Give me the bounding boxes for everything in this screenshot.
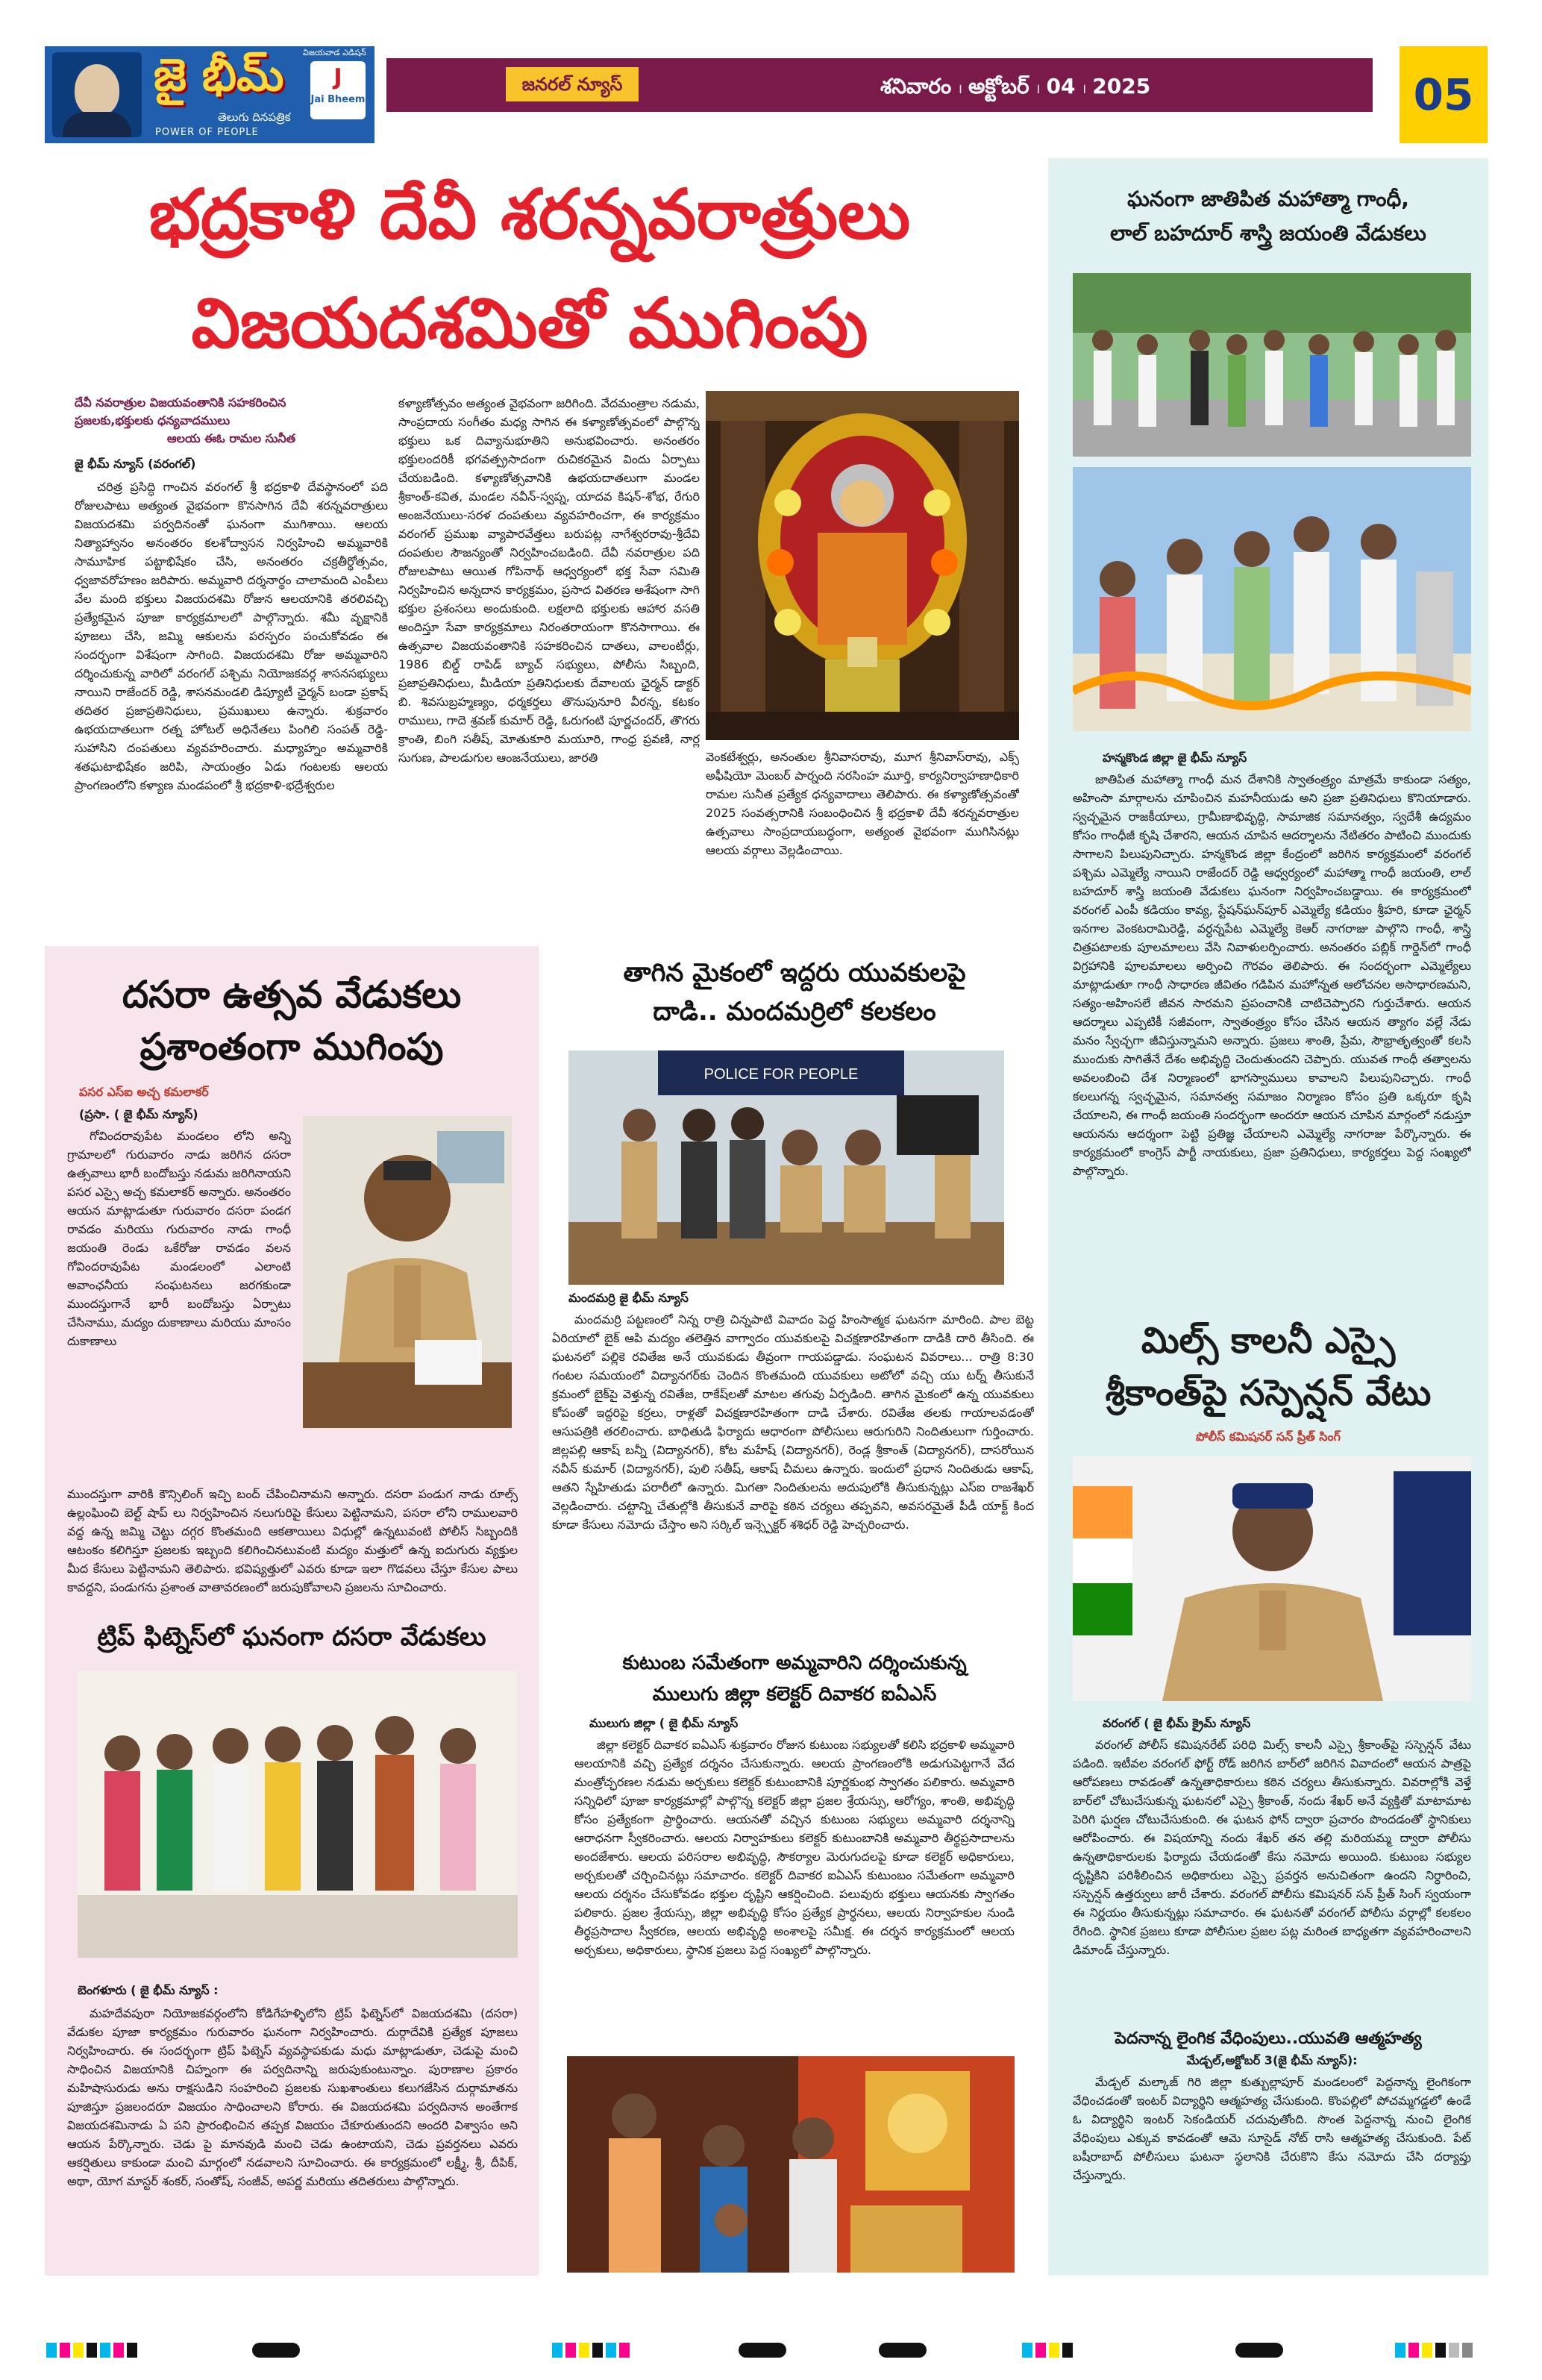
trip-headline: ట్రిప్ ఫిట్నెస్‌లో ఘనంగా దసరా వేడుకలు	[97, 1622, 486, 1652]
attack-byline: మందమర్రి జై భీమ్ న్యూస్	[568, 1291, 689, 1305]
suspension-headline: మిల్స్ కాలనీ ఎస్సై శ్రీకాంత్‌పై సస్పెన్షన్ వేటు	[1105, 1320, 1432, 1414]
dasara-text-beside-photo: గోవిందరావుపేట మండలం లోని అన్ని గ్రామాలలో గురువారం నాడు జరిగిన దసరా ఉత్సవాలు భారీ బందోబస్తు నడుమ జరిగినాయని పసర ఎస్సై అచ్చ కమలాకర్ అన్నారు. అనంతరం ఆయన మాట్లాడుతూ గురువారం దసరా పండగ రావడం మరియు గురువారం నాడు గాంధీ జయంతి రెండు ఒకేరోజు రావడం వలన గోవిందరావుపేట మండలంలో ఎలాంటి అవాంఛనీయ సంఘటనలు జరగకుండా ముందస్తుగానే భారీ బందోబస్తు ఏర్పాటు చేసినాము, మద్యం దుకాణాలు మరియు మాంసం దుకాణాలు	[67, 1129, 291, 1348]
gandhi-text: జాతిపిత మహాత్మా గాంధీ మన దేశానికి స్వాతంత్ర్యం మాత్రమే కాకుండా సత్యం, అహింసా మార్గాలను చూపించిన మహనీయుడు అని ప్రజా ప్రతినిధులు కొనియాడారు. స్వచ్ఛమైన రాజకీయాలు, గ్రామీణాభివృద్ధి, సామాజిక సమానత్వం, స్వదేశీ ఉద్యమం కోసం గాంధీజీ కృషి చేశారని, ఆయన చూపిన ఆదర్శాలను నేటితరం పాటించి ముందుకు సాగాలని పిలుపునిచ్చారు. హన్మకొండ జిల్లా కేంద్రంలో జరిగిన కార్యక్రమంలో వరంగల్ పశ్చిమ ఎమ్మెల్యే నాయిని రాజేందర్ రెడ్డి ఆధ్వర్యంలో మహాత్మా గాంధీ జయంతి, లాల్ బహదూర్ శాస్త్రి జయంతి వేడుకలు ఘనంగా నిర్వహించబడ్డాయి. ఈ కార్యక్రమంలో వరంగల్ ఎంపీ కడియం కావ్య, స్టేషన్‌ఘన్‌పూర్ ఎమ్మెల్యే కడియం శ్రీహరి, కూడా ఛైర్మన్ ఇనగాల వెంకటరామిరెడ్డి, వర్ధన్నపేట ఎమ్మెల్యే కెఆర్ నాగరాజు పాల్గొని గాంధీ, శాస్త్రి చిత్రపటాలకు పూలమాలలు వేసి నివాళులర్పించారు. అనంతరం పబ్లిక్ గార్డెన్‌లో గాంధీ విగ్రహానికి పూలమాలలు అర్పించి గౌరవం తెలిపారు. ఈ సందర్భంగా ఎమ్మెల్యేలు మాట్లాడుతూ గాంధీ సాధారణ జీవితం గడిపిన మహోన్నత ఆలోచనల అసాధారణమని, సత్యం-అహింసలే జీవన సారమని ప్రపంచానికి చాటిచెప్పారని గుర్తుచేశారు. ఆయన ఆదర్శాలు ఎప్పటికీ సజీవంగా, స్వాతంత్ర్యం కోసం చేసిన ఆయన త్యాగం వల్లే నేడు మనం స్వేచ్ఛగా జీవిస్తున్నామని అన్నారు. ప్రజలు శాంతి, ప్రేమ, సౌభ్రాతృత్వంతో కలసి ముందుకు సాగితేనే దేశం అభివృద్ధి చెందుతుందని చెప్పారు. యువత గాంధీ తత్వాలను అవలంబించి దేశ నిర్మాణంలో భాగస్వాములు కావాలని పిలుపునిచ్చారు. గాంధీ కలలుగన్న స్వచ్ఛమైన, సమానత్వ సమాజం నిర్మాణం కోసం ప్రతి ఒక్కరూ కృషి చేయాలని, ఈ గాంధీ జయంతి సందర్భంగా అందరూ ఆయన చూపిన మార్గంలో నడుస్తూ ఆయనను ఆదర్శంగా పెట్టి ప్రతిజ్ఞ చేయాలని ఎమ్మెల్యే నాగరాజు పేర్కొన్నారు. ఈ కార్యక్రమంలో కాంగ్రెస్ పార్టీ నాయకులు, ప్రజా ప్రతినిధులు, కార్యకర్తలు పెద్ద సంఖ్యలో పాల్గొన్నారు.	[1073, 772, 1471, 1178]
dasara-headline: దసరా ఉత్సవ వేడుకలు ప్రశాంతంగా ముగింపు	[122, 973, 462, 1068]
police-press-photo	[568, 1050, 1004, 1285]
trip-group-photo	[78, 1671, 518, 1958]
suicide-text: మేడ్చల్ మల్కాజ్ గిరి జిల్లా కుత్బుల్లాపూర్ మండలంలో పెద్దనాన్న లైంగికంగా వేధించడంతో ఇంటర్ విద్యార్థిని ఆత్మహత్య చేసుకుంది. కొంపల్లిలో పోచమ్మగడ్డలో ఉండే ఓ విద్యార్థిని ఇంటర్ సెకండియర్ చదువుతోంది. సొంత పెద్దనాన్న నుంచి లైంగిక వేధింపులు ఎక్కువ కావడంతో ఆమె సూసైడ్ నోట్ రాసి ఆత్మహత్య చేసుకుంది. పేట్ బషీరాబాద్ పోలీసులు ఘటనా స్థలానికి చేరుకొని కేసు నమోదు చేసి దర్యాప్తు చేస్తున్నారు.	[1073, 2075, 1471, 2182]
commissioner-photo	[1073, 1456, 1471, 1701]
suspension-text: వరంగల్ పోలీస్ కమిషనరేట్ పరిధి మిల్స్ కాలనీ ఎస్సై శ్రీకాంత్‌పై సస్పెన్షన్ వేటు పడింది. ఇటీవల వరంగల్ ఫోర్ట్ రోడ్ జరిగిన బార్‌లో జరిగిన వివాదంలో ఆయన పాత్రపై ఆరోపణలు రావడంతో ఉన్నతాధికారులు కఠిన చర్యలు తీసుకున్నారు. వివరాల్లోకి వెళ్తే బార్‌లో చోటుచేసుకున్న ఘటనలో ఎస్సై శ్రీకాంత్, నందు శేఖర్ అనే వ్యక్తితో మాటామాట పెరిగి ఘర్షణ చోటుచేసుకుంది. ఈ ఘటన ఫోన్‌ ద్వారా ప్రచారం పొందడంతో స్థానికులు ఆరోపించారు. ఈ విషయాన్ని నందు శేఖర్ తన తల్లి మరియమ్మ ద్వారా పోలీసు ఉన్నతాధికారులకు ఫిర్యాదు చేయడంతో కేసు నమోదు అయింది. కుటుంబ సభ్యుల దృష్టికిని పరిశీలించిన అధికారులు ఎస్సై ప్రవర్తన అనుచితంగా ఉందని నిర్ధారించి, సస్పెన్షన్ ఉత్తర్వులు జారీ చేశారు. వరంగల్ పోలీసు కమిషనర్ సన్ ప్రీత్ సింగ్ స్వయంగా ఈ నిర్ణయం తీసుకున్నట్లు సమాచారం. ఈ ఘటనతో వరంగల్ పోలీసు వర్గాల్లో కలకలం రేగింది. స్థానిక ప్రజలు కూడా పోలీసుల ప్రజల పట్ల మరింత బాధ్యతగా వ్యవహరించాలని డిమాండ్ చేస్తున్నారు.	[1073, 1738, 1471, 1957]
section-label: జనరల్ న్యూస్	[506, 67, 639, 101]
masthead-logo	[45, 46, 374, 143]
suspension-byline: వరంగల్ ( జై భీమ్ క్రైమ్ న్యూస్	[1103, 1716, 1251, 1730]
main-story-deck: దేవీ నవరాత్రుల విజయవంతానికి సహకరించిన ప్రజలకు,భక్తులకు ధన్యవాదములు ఆలయ ఈఓ రామల సునీత	[75, 395, 296, 445]
main-story-column-1: చరిత్ర ప్రసిద్ధి గాంచిన వరంగల్ శ్రీ భద్రకాళి దేవస్థానంలో పది రోజులపాటు అత్యంత వైభవంగా కొనసాగిన దేవీ శరన్నవరాత్రులు విజయదశమి పర్వదినంతో ఘనంగా ముగిశాయి. ఆలయ నిత్యాహ్వానం అనంతరం కలశోద్వాసన నిర్వహించి అమ్మవారికి సామూహిక పట్టాభిషేకం చేసి, అనంతరం చక్రతీర్థోత్సవం, ధ్వజావరోహణం జరిపారు. అమ్మవారి దర్శనార్థం చాలామంది ఎంపీలు వేల మంది భక్తులు విజయదశమి రోజున ఆలయానికి తరలివచ్చి ప్రత్యేకమైన పూజా కార్యక్రమాలలో పాల్గొన్నారు. శమీ వృక్షానికి పూజలు చేసి, జమ్మి ఆకులను పరస్పరం పంచుకోవడం ఈ సందర్భంగా విశేషంగా సాగింది. విజయదశమి రోజు అమ్మవారిని దర్శించుకున్న వారిలో వరంగల్ పశ్చిమ నియోజకవర్గ శాసనసభ్యులు నాయిని రాజేందర్ రెడ్డి, శాసనమండలి డిప్యూటీ ఛైర్మన్ బండా ప్రకాష్ తదితర ప్రజాప్రతినిధులు, ప్రముఖులు ఉన్నారు. శుక్రవారం ఉభయదాతలుగా రత్న హోటల్ అధినేతలు పింగిలి సంపత్ రెడ్డి-సుహాసిని దంపతులు వ్యవహరించారు. మధ్యాహ్నం అమ్మవారికి శతఘటాభిషేకం జరిపి, సాయంత్రం ఏడు గంటలకు ఆలయ ప్రాంగణంలోని కళ్యాణ మండపంలో శ్రీ భద్రకాళి-భద్రేశ్వరుల	[75, 480, 388, 792]
suicide-byline: మేడ్చల్,అక్టోబర్ 3(జై భీమ్ న్యూస్):	[1186, 2053, 1358, 2067]
trip-byline: బెంగళూరు ( జై భీమ్ న్యూస్ :	[78, 1983, 219, 1997]
gandhi-statue-photo	[1073, 467, 1471, 731]
mulugu-headline: కుటుంబ సమేతంగా అమ్మవారిని దర్శించుకున్న ములుగు జిల్లా కలెక్టర్ దివాకర ఐఏఎస్	[622, 1652, 967, 1706]
attack-headline: తాగిన మైకంలో ఇద్దరు యువకులపై దాడి.. మందమర్రిలో కలకలం	[623, 958, 966, 1027]
brand-tagline: POWER OF PEOPLE	[155, 127, 259, 138]
attack-text: మందమర్రి పట్టణంలో నిన్న రాత్రి చిన్నపాటి వివాదం పెద్ద హింసాత్మక ఘటనగా మారింది. పాల బెట్ట ఏరియాలో బైక్ ఆపి మద్యం తలెత్తిన వాగ్వాదం యువకులపై విచక్షణారహితంగా దాడికి దారి తీసింది. ఈ ఘటనలో పల్లికె రవితేజ అనే యువకుడు తీవ్రంగా గాయపడ్డాడు. సంఘటన వివరాలు... రాత్రి 8:30 గంటల సమయంలో విద్యానగర్‌కు చెందిన కొంతమంది యువకులు అటోలో వచ్చి యు టర్న్ తీసుకునే క్రమంలో బైక్‌పై వెళ్తున్న రవితేజ, రాకేష్‌లతో మాటల తగువు ఏర్పడింది. తాగిన మైకంలో ఉన్న యువకులు కోపంతో ఇద్దరిపై కర్రలు, రాళ్లతో విచక్షణారహితంగా దాడి చేశారు. రవితేజ తలకు గాయాలవడంతో ఆసుపత్రికి తరలించారు. బాధితుడి ఫిర్యాదు ఆధారంగా పోలీసులు ఆరుగురిని నిందితులుగా గుర్తించారు. జిల్లపల్లి ఆకాష్ బన్నీ (విద్యానగర్), కోట మహేష్ (విద్యానగర్), రెండ్ల శ్రీకాంత్ (విద్యానగర్), దాసరోయిన నవీన్ కుమార్ (విద్యానగర్), పులి సతీష్, ఆకాష్ చీమలు ఉన్నారు. ఇందులో ప్రధాన నిందితుడు ఆకాష్, ఆతని స్నేహితుడు పరారీలో ఉన్నారు. మిగతా నిందితులను అదుపులోకి తీసుకున్నట్లు ఎస్ఐ రాజశేఖర్ వెల్లడించారు. చట్టాన్ని చేతుల్లోకి తీసుకునే వారిపై కఠిన చర్యలు తప్పవని, అవసరమైతే పీడీ యాక్ట్ కింద కూడా కేసులు నమోదు చేస్తాం అని సర్కిల్ ఇన్స్పెక్టర్ శశిధర్ రెడ్డి హెచ్చరించారు.	[552, 1312, 1034, 1532]
main-story-caption: వెంకటేశ్వర్లు, అనంతుల శ్రీనివాసరావు, మూగ శ్రీనివాస్‌రావు, ఎక్స్ అఫీషియో మెంబర్ పార్నంది నరసింహ మూర్తి, కార్యనిర్వాహణాధికారి రామల సునీత ప్రత్యేక ధన్యవాదాలు తెలిపారు. ఈ కళ్యాణోత్సవంతో 2025 సంవత్సరానికి సంబంధించిన శ్రీ భద్రకాళి దేవీ శరన్నవరాత్రుల ఉత్సవాలు సాంప్రదాయబద్ధంగా, అత్యంత వైభవంగా ముగిసినట్లు ఆలయ వర్గాలు వెల్లడించాయి.	[706, 750, 1019, 857]
main-headline-line1: భద్రకాళి దేవీ శరన్నవరాత్రులు	[148, 175, 911, 254]
page-number: 05	[1400, 46, 1488, 143]
si-photo	[303, 1116, 512, 1428]
suspension-deck: పోలీస్ కమిషనర్ సన్ ప్రీత్ సింగ్	[1196, 1429, 1341, 1444]
brand-subtitle: తెలుగు దినపత్రిక	[218, 110, 291, 124]
mulugu-text: జిల్లా కలెక్టర్ దివాకర ఐఏఎస్ శుక్రవారం రోజున కుటుంబ సభ్యులతో కలిసి భద్రకాళి అమ్మవారి ఆలయానికి వచ్చి ప్రత్యేక దర్శనం చేసుకున్నారు. ఆలయ ప్రాంగణంలోకి అడుగుపెట్టగానే వేద మంత్రోచ్ఛరణల నడుమ అర్చకులు కలెక్టర్ కుటుంబానికి పూర్ణకుంభ స్వాగతం పలికారు. అమ్మవారి సన్నిధిలో పూజా కార్యక్రమాల్లో పాల్గొన్న కలెక్టర్ జిల్లా ప్రజల శ్రేయస్సు, ఆరోగ్యం, శాంతి, అభివృద్ధి కోసం ప్రత్యేకంగా ప్రార్థించారు. ఆయనతో వచ్చిన కుటుంబ సభ్యులు అమ్మవారి దర్శనాన్ని ఆరాధనగా స్వీకరించారు. ఆలయ నిర్వాహకులు కలెక్టర్ కుటుంబానికి అమ్మవారి తీర్థప్రసాదాలను అందజేశారు. ఆలయ పరిసరాల అభివృద్ధి, సౌకర్యాల మెరుగుదలపై కూడా కలెక్టర్ అధికారులు, అర్చకులతో చర్చించినట్లు సమాచారం. కలెక్టర్ దివాకర ఐఏఎస్ కుటుంబం సమేతంగా అమ్మవారి ఆలయ దర్శనం చేసుకోవడం భక్తుల దృష్టిని ఆకర్షించింది. పలువురు భక్తులు ఆయనకు స్వాగతం పలికారు. ప్రజల శ్రేయస్సు, జిల్లా అభివృద్ధి కోసం ప్రత్యేక ప్రార్థనలు, ఆలయ నిర్వాహకుల నుండి తీర్థప్రసాదాల స్వీకరణ, ఆలయ అభివృద్ధి అంశాలపై సమీక్ష. ఈ దర్శన కార్యక్రమంలో ఆలయ అర్చకులు, అధికారులు, స్థానిక ప్రజలు పెద్ద సంఖ్యలో పాల్గొన్నారు.	[574, 1738, 1015, 1957]
dasara-byline: (ప్రసా. ( జై భీమ్ న్యూస్)	[79, 1107, 198, 1121]
brand-name: జై భీమ్	[154, 49, 284, 101]
brand-emblem: J Jai Bheem	[310, 61, 366, 119]
gandhi-byline: హన్మకొండ జిల్లా జై భీమ్ న్యూస్	[1103, 751, 1247, 765]
gandhi-headline: ఘనంగా జాతిపిత మహాత్మా గాంధీ, లాల్ బహదూర్ శాస్త్రి జయంతి వేడుకలు	[1110, 187, 1426, 245]
goddess-photo	[706, 391, 1019, 740]
dasara-deck: పసర ఎస్ఐ అచ్చ కమలాకర్	[79, 1085, 209, 1099]
main-story-byline: జై భీమ్ న్యూస్ (వరంగల్)	[75, 457, 196, 471]
main-story-column-2: కళ్యాణోత్సవం అత్యంత వైభవంగా జరిగింది. వేదమంత్రాల నడుమ, సాంప్రదాయ సంగీతం మధ్య సాగిన ఈ కళ్యాణోత్సవంలో పాల్గొన్న భక్తులు ఒక దివ్యానుభూతిని అనుభవించారు. అనంతరం భక్తులందరికీ భగవత్ప్రసాదంగా రుచికరమైన విందు ఏర్పాటు చేయబడింది. కళ్యాణోత్సవానికి ఉభయదాతలుగా మండల శ్రీకాంత్-కవిత, మండల నవీన్-స్వప్న, యాదవ కిషన్-శోభ, రేగురి అంజనేయులు-సరళ దంపతులు వ్యవహరించగా, ఈ కార్యక్రమం వరంగల్ ప్రముఖ వ్యాపారవేత్తలు బరుపట్ల నాగేశ్వరరావు-శ్రీదేవి దంపతుల సౌజన్యంతో నిర్వహించబడింది. దేవీ నవరాత్రుల పది రోజులపాటు ఆయిత గోపినాథ్ ఆధ్వర్యంలో భక్త సేవా సమితి నిర్వహించిన అన్నదాన కార్యక్రమం, ప్రసాద వితరణ అశేషంగా సాగి భక్తుల ప్రశంసలు అందుకుంది. లక్షలాది భక్తులకు ఆహార వసతి అందిస్తూ సేవా కార్యక్రమాలు నిరంతరాయంగా కొనసాగాయి. ఈ ఉత్సవాల విజయవంతానికి సహకరించిన దాతలు, వాలంటీర్లు, 1986 బిల్డ్ రాపిడ్ బ్యాచ్ సభ్యులు, పోలీసు సిబ్బంది, ప్రజాప్రతినిధులు, మీడియా ప్రతినిధులకు దేవాలయ ఛైర్మన్ డాక్టర్ బి. శివసుబ్రహ్మణ్యం, ధర్మకర్తలు తొనుపునూరి వీరన్న, కటకం రాములు, గాదె శ్రవణ్ కుమార్ రెడ్డి, ఓరుగంటి పూర్ణచందర్, తొగరు క్రాంతి, బింగి సతీష్, మోతుకూరి మయూరి, గాంధ్ర ప్రవణి, నార్ల సుగుణ, పాలడుగుల ఆంజనేయులు, జారతి	[398, 396, 700, 765]
collector-temple-photo	[567, 2056, 1015, 2273]
trip-text: మహదేవపురా నియోజకవర్గంలోని కోడిగేహళ్ళిలోని ట్రిప్ ఫిట్నెస్‌లో విజయదశమి (దసరా) వేడుకల పూజా కార్యక్రమం గురువారం ఘనంగా నిర్వహించారు. దుర్గాదేవికి ప్రత్యేక పూజలు నిర్వహించారు. ఈ సందర్భంగా ట్రిప్ ఫిట్నెస్ వ్యవస్థాపకుడు మధు మాట్లాడుతూ, చెడుపై మంచి సాధించిన విజయానికి చిహ్నంగా ఈ పర్వదినాన్ని జరుపుకుంటున్నాం. పురాణాల ప్రకారం మహిషాసురుడు అను రాక్షసుడిని సంహరించి ప్రజలకు సుఖశాంతులు కలుగజేసిన దుర్గామాతను పూజిస్తూ ప్రజలందరూ విజయం సాధించాలని కోరారు. ఈ విజయదశమి పర్వదినాన అంతేగాక విజయదశమినాడు ఏ పని ప్రారంభించిన తప్పక విజయం చేకూరుతుందని అందరి విశ్వాసం అని ఆయన పేర్కొన్నారు. చెడు పై మానవుడి మంచి చెడు ఉంటాయని, చెడు ప్రవర్తనలు ఎవరు ఆకర్షితులు కాకుండా మంచి మార్గంలో నడవాలని సూచించారు. ఈ కార్యక్రమంలో లక్ష్మీ, శ్రీ, దీపిక్, అథా, యోగ మాస్టర్ శంకర్, సంతోష్, సంజీవ్, అపర్ణ మరియు తదితరులు పాల్గొన్నారు.	[67, 2006, 518, 2188]
main-headline-line2: విజయదశమితో ముగింపు	[191, 284, 868, 363]
police-banner-text: POLICE FOR PEOPLE	[703, 1066, 859, 1083]
founder-portrait	[52, 52, 142, 137]
edition-label: విజయవాడ ఎడిషన్	[303, 48, 366, 57]
dateline: శనివారం । అక్టోబర్ । 04 । 2025	[880, 74, 1151, 98]
mulugu-byline: ములుగు జిల్లా ( జై భీమ్ న్యూస్	[589, 1716, 739, 1730]
suicide-headline: పెదనాన్న లైంగిక వేధింపులు..యువతి ఆత్మహత్య	[1115, 2029, 1422, 2048]
dasara-text-full: ముందస్తుగా వారికి కౌన్సిలింగ్ ఇచ్చి బంద్ చేపించినామని అన్నారు. దసరా పండుగ నాడు రూల్స్ ఉల్లంఘించి బెల్ట్ షాప్ లు నిర్వహించిన నలుగురిపై కేసులు పెట్టినామని, పసరా లోని రాములవారి వద్ద ఉన్న జమ్మి చెట్టు దగ్గర కొంతమంది ఆకతాయిలు విధుల్లో ఉన్నటువంటి పోలీస్ సిబ్బందికి ఆటంకం కలిగిస్తూ ప్రజలకు ఇబ్బంది కలిగించినటువంటి మద్యం మత్తులో ఉన్న ఐదుగురు వ్యక్తుల మీద కేసులు పెట్టినామని తెలిపారు. భవిష్యత్తులో ఎవరు కూడా ఇలా గొడవలు చేస్తూ కేసుల పాలు కావద్దని, పండుగను ప్రశాంత వాతావరణంలో జరుపుకోవాలని ప్రజలను సూచించారు.	[67, 1487, 518, 1594]
gandhi-rally-photo	[1073, 273, 1471, 457]
